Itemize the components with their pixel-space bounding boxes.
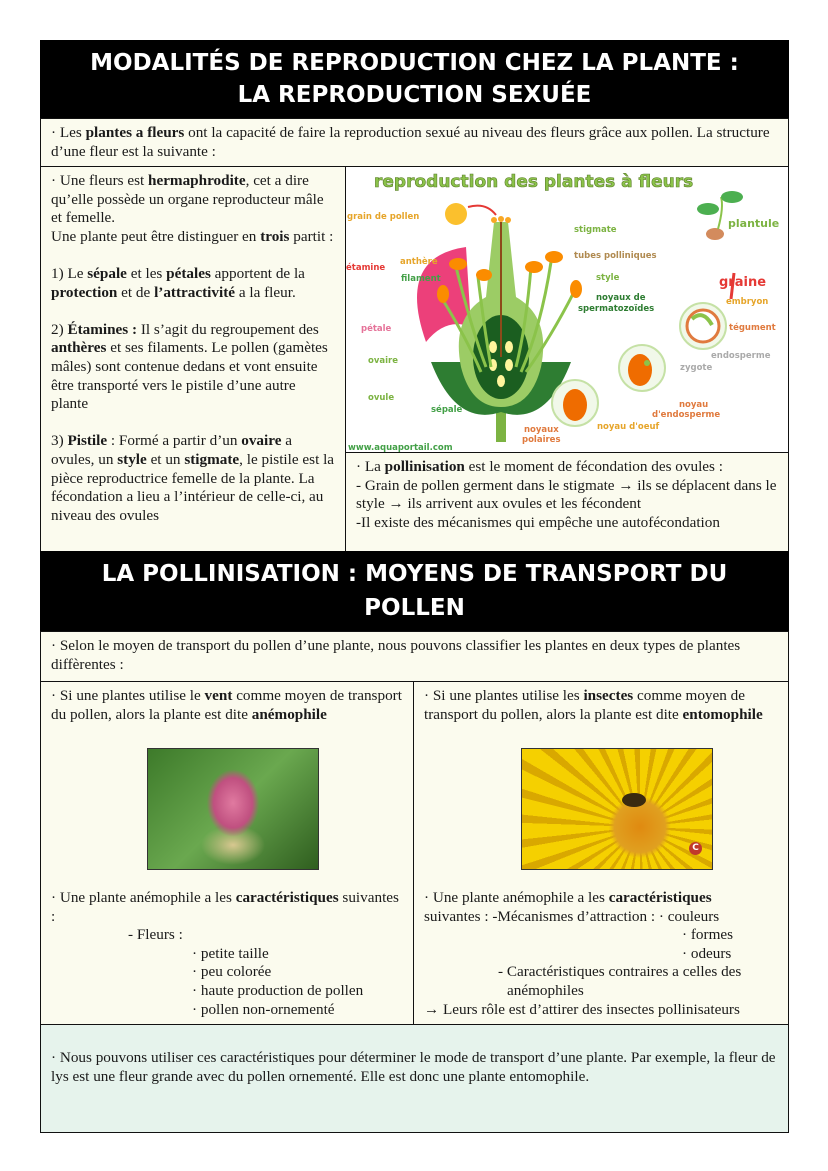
label-stigmate: stigmate bbox=[574, 225, 617, 235]
conclusion-box bbox=[40, 1024, 789, 1133]
label-anthere: anthère bbox=[400, 257, 438, 267]
anemophile-characteristics-text bbox=[51, 889, 405, 926]
characteristic-item: · haute production de pollen bbox=[192, 981, 364, 999]
bold-term: l’attractivité bbox=[154, 283, 236, 301]
entomophile-box bbox=[413, 681, 789, 1025]
conclusion-text bbox=[51, 1049, 778, 1086]
text-segment: - Grain de pollen germent dans le stigmate → ils se déplacent dans le style → ils arrivent aux ovules et les fécondent bbox=[356, 476, 777, 513]
label-etamine: étamine bbox=[346, 263, 386, 273]
label-ovule: ovule bbox=[368, 393, 395, 403]
title2-line-2: POLLEN bbox=[364, 595, 465, 621]
bee-shape bbox=[622, 793, 646, 807]
bold-term: Étamines : bbox=[67, 320, 138, 338]
text-segment: et un bbox=[146, 450, 185, 468]
bold-term: caractéristiques bbox=[608, 889, 712, 906]
text-segment: a la fleur. bbox=[235, 283, 296, 301]
bold-term: plantes a fleurs bbox=[85, 124, 185, 141]
text-segment: · La bbox=[356, 458, 385, 475]
anemophile-definition bbox=[51, 687, 403, 724]
characteristic-item: · petite taille bbox=[192, 944, 269, 962]
text-segment: et ses filaments. Le pollen (gamètes mâles) sont contenue dedans et vont ensuite être transporté vers le pistile d’une autre plante bbox=[51, 339, 328, 413]
attraction-mechanisms: suivantes : -Mécanismes d’attraction : · couleurs bbox=[424, 907, 720, 925]
text-segment: a ovules, un bbox=[51, 432, 292, 468]
characteristic-item: · pollen non-ornementé bbox=[192, 1000, 335, 1018]
entomophile-characteristics-text bbox=[424, 889, 782, 908]
hermaphrodite-text bbox=[51, 172, 335, 228]
three-parts-text bbox=[51, 228, 335, 247]
bold-term: insectes bbox=[583, 687, 634, 704]
sepales-petales-text bbox=[51, 265, 335, 302]
text-segment: comme moyen de transport du pollen, alors la plante est dite bbox=[51, 687, 402, 723]
text-segment: et les bbox=[126, 264, 167, 282]
label-sepale: sépale bbox=[431, 405, 463, 415]
intro-text bbox=[51, 124, 778, 161]
bold-term: trois bbox=[260, 227, 290, 245]
text-segment: Il s’agit du regroupement des bbox=[137, 320, 319, 338]
bold-term: entomophile bbox=[682, 705, 763, 723]
text-segment: · Une plante anémophile a les bbox=[51, 889, 236, 906]
bold-term: Pistile bbox=[67, 432, 108, 450]
label-zygote: zygote bbox=[680, 363, 713, 373]
characteristic-item: · odeurs bbox=[682, 944, 732, 962]
entomophile-definition bbox=[424, 687, 778, 724]
label-spermatozoides: spermatozoïdes bbox=[578, 304, 655, 314]
text-segment: · Si une plantes utilise le bbox=[51, 687, 205, 704]
label-noyau: noyau bbox=[679, 400, 709, 410]
text-segment: · Si une plantes utilise les bbox=[424, 687, 584, 704]
title-reproduction-sexuee bbox=[40, 40, 789, 118]
pollen-grain-shape bbox=[445, 203, 467, 225]
bold-term: anthères bbox=[51, 339, 107, 357]
flower-reproduction-diagram bbox=[345, 166, 789, 453]
bold-term: ovaire bbox=[241, 432, 282, 450]
label-ovaire: ovaire bbox=[368, 356, 398, 366]
anemophile-flower-photo bbox=[147, 748, 319, 870]
pollinisation-box bbox=[345, 452, 789, 552]
bold-term: caractéristiques bbox=[235, 889, 339, 906]
text-segment: · Une fleurs est bbox=[51, 172, 148, 189]
label-graine: graine bbox=[719, 275, 767, 290]
text-segment: partit : bbox=[289, 227, 334, 245]
role-text: → Leurs rôle est d’attirer des insectes pollinisateurs bbox=[424, 1000, 740, 1018]
text-segment: · Selon le moyen de transport du pollen d’une plante, nous pouvons classifier les plantes en deux types de plantes diffèrentes : bbox=[51, 637, 741, 673]
characteristic-item: · formes bbox=[682, 926, 734, 944]
anemophile-box bbox=[40, 681, 414, 1025]
label-tegument: tégument bbox=[729, 323, 776, 333]
diagram-title: reproduction des plantes à fleurs bbox=[374, 172, 694, 192]
flower-structure-box bbox=[40, 166, 346, 552]
bold-term: anémophile bbox=[251, 705, 327, 723]
bold-term: protection bbox=[51, 283, 118, 301]
label-style: style bbox=[596, 273, 620, 283]
text-segment: 3) bbox=[51, 432, 68, 450]
entomophile-bee-photo bbox=[521, 748, 713, 870]
text-segment: est le moment de fécondation des ovules : bbox=[464, 458, 723, 475]
pollinisation-steps bbox=[356, 477, 778, 514]
intro-box bbox=[40, 118, 789, 167]
text-segment: , cet a dire qu’elle possède un organe reproducteur mâle et femelle. bbox=[51, 172, 324, 227]
pollinisation-definition bbox=[356, 458, 778, 477]
text-segment: comme moyen de transport du pollen, alors la plante est dite bbox=[424, 687, 745, 723]
etamines-text bbox=[51, 321, 335, 414]
pollen-grains bbox=[491, 216, 511, 223]
label-polaires: polaires bbox=[522, 435, 561, 445]
title2-line-1: LA POLLINISATION : MOYENS DE TRANSPORT DU bbox=[101, 561, 728, 587]
label-noyaux: noyaux bbox=[524, 425, 559, 435]
contraires-text: - Caractéristiques contraires a celles des bbox=[498, 963, 742, 981]
label-noyau-endosperme: d'endosperme bbox=[652, 410, 721, 420]
bold-term: stigmate bbox=[184, 450, 240, 468]
text-segment: suivantes : bbox=[51, 889, 399, 925]
text-segment: , le pistile est la pièce reproductrice femelle de la plante. La fécondation a lieu a l’intérieur de celle-ci, au niveau des ovules bbox=[51, 450, 335, 524]
text-segment: · Nous pouvons utiliser ces caractéristiques pour déterminer le mode de transport d’une plante. Par exemple, la fleur de lys est une fleur grande avec du pollen ornementé. Elle est donc une plante entomophile. bbox=[51, 1049, 776, 1085]
label-noyau-oeuf: noyau d'oeuf bbox=[597, 422, 660, 432]
text-segment: · Les bbox=[51, 124, 86, 141]
contraires-text-2: anémophiles bbox=[507, 981, 584, 999]
characteristic-item: · peu colorée bbox=[192, 963, 272, 981]
label-filament: filament bbox=[401, 274, 441, 284]
text-segment: et de bbox=[117, 283, 155, 301]
text-segment: · Une plante anémophile a les bbox=[424, 889, 609, 906]
title-line-1: MODALITÉS DE REPRODUCTION CHEZ LA PLANTE : bbox=[90, 50, 739, 76]
autofecondation-text bbox=[356, 514, 778, 533]
text-segment: : Formé a partir d’un bbox=[107, 432, 242, 450]
label-grain-de-pollen: grain de pollen bbox=[347, 212, 420, 222]
text-segment: ont la capacité de faire la reproduction sexué au niveau des fleurs grâce aux pollen. La structure d’une fleur est la suivante : bbox=[51, 124, 770, 160]
bold-term: sépale bbox=[87, 264, 127, 282]
copyright-logo: C bbox=[689, 842, 702, 855]
bold-term: hermaphrodite bbox=[148, 172, 246, 189]
bold-term: vent bbox=[204, 687, 233, 704]
seedling-shape bbox=[706, 228, 724, 240]
text-segment: 1) Le bbox=[51, 264, 88, 282]
fleurs-label: - Fleurs : bbox=[128, 926, 183, 944]
label-plantule: plantule bbox=[728, 217, 780, 230]
title-line-2: LA REPRODUCTION SEXUÉE bbox=[237, 82, 592, 108]
label-noyaux-de: noyaux de bbox=[596, 293, 646, 303]
text-segment: 2) bbox=[51, 320, 68, 338]
intro2-box bbox=[40, 631, 789, 682]
label-website: www.aquaportail.com bbox=[348, 443, 453, 453]
text-segment: -Il existe des mécanismes qui empêche une autofécondation bbox=[356, 513, 720, 531]
label-embryon: embryon bbox=[726, 297, 769, 307]
text-segment: Une plante peut être distinguer en bbox=[51, 227, 261, 245]
bold-term: pétales bbox=[166, 264, 211, 282]
title-pollinisation bbox=[40, 551, 789, 631]
label-petale: pétale bbox=[361, 324, 392, 334]
label-endosperme: endosperme bbox=[711, 351, 771, 361]
bold-term: style bbox=[117, 450, 147, 468]
text-segment: apportent de la bbox=[210, 264, 305, 282]
bold-term: pollinisation bbox=[384, 458, 465, 475]
intro2-text bbox=[51, 637, 778, 674]
label-tubes-polliniques: tubes polliniques bbox=[574, 251, 657, 261]
pistile-text bbox=[51, 432, 335, 525]
